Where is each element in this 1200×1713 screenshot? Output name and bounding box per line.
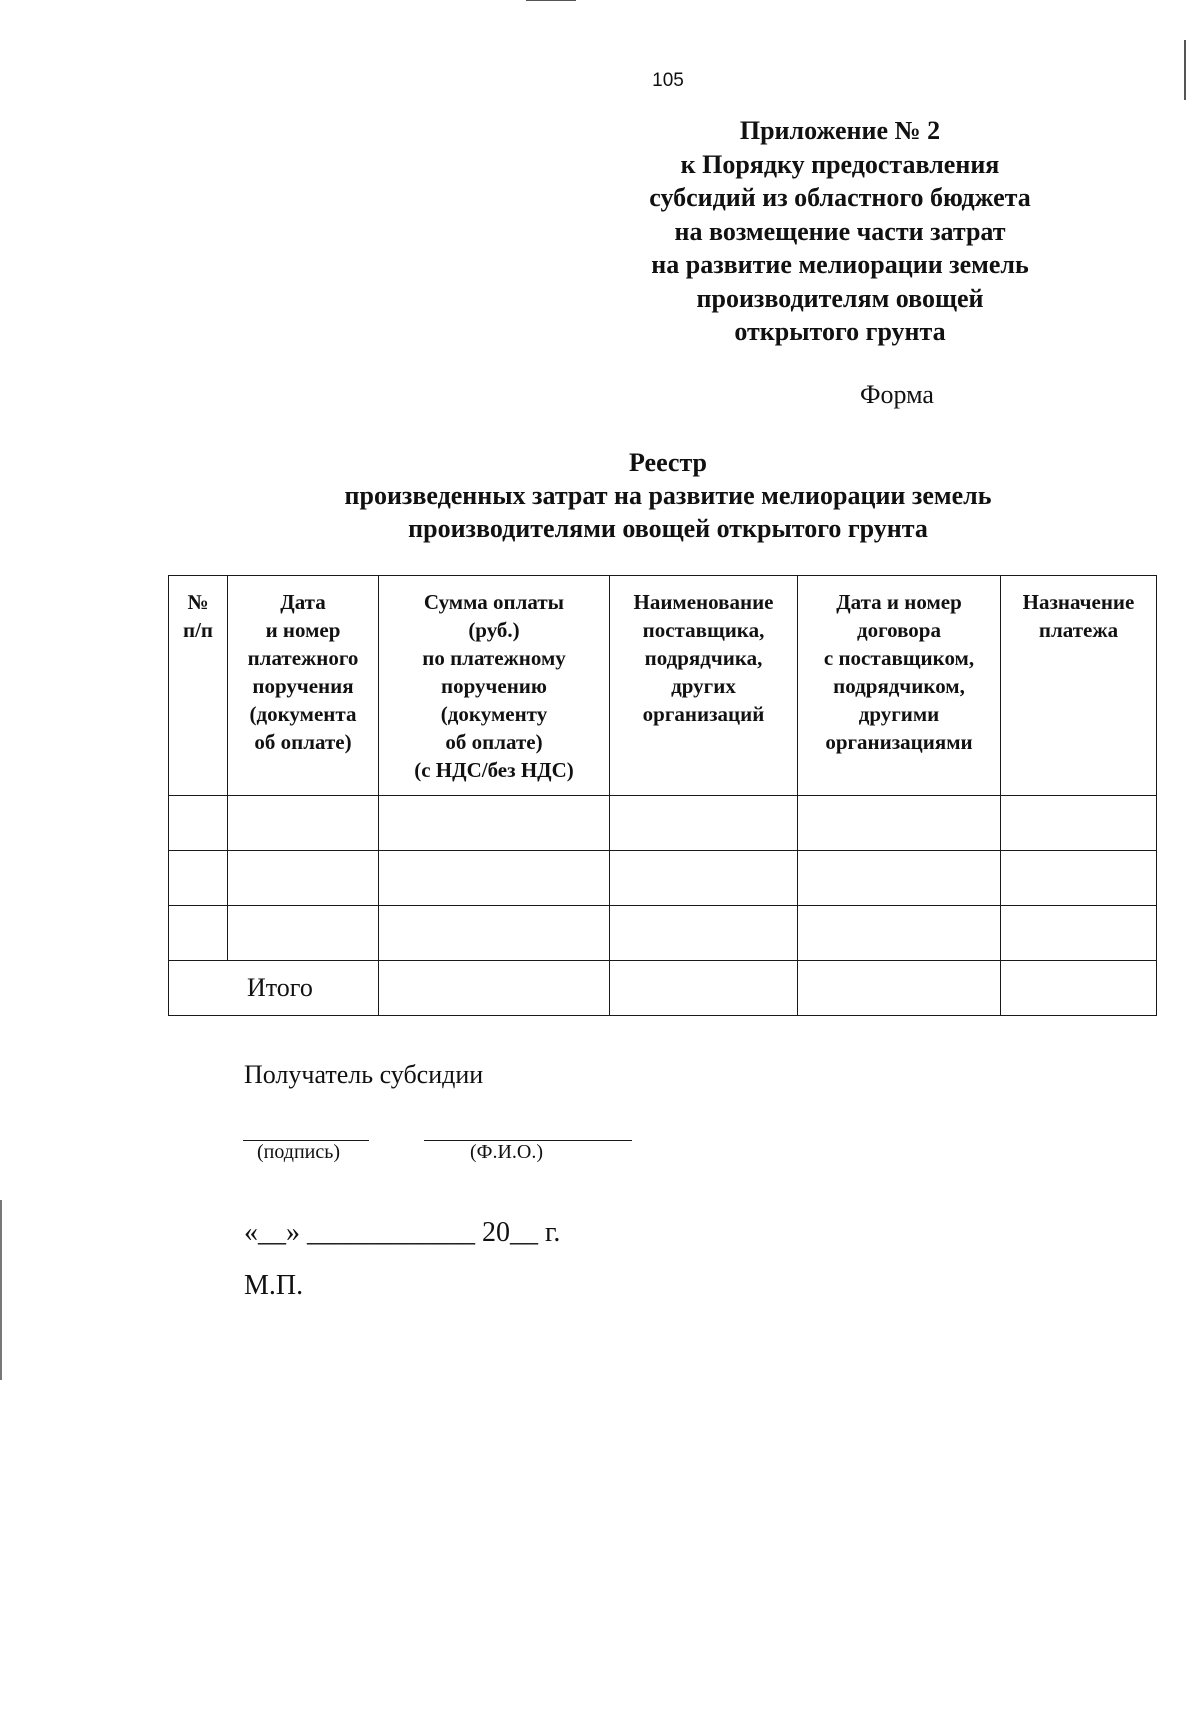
header-line: других [671, 674, 736, 698]
header-line: Сумма оплаты [423, 590, 565, 614]
table-cell [1001, 906, 1157, 961]
recipient-label: Получатель субсидии [244, 1060, 484, 1089]
appendix-line: к Порядку предоставления [680, 149, 1000, 179]
header-line: (руб.) [468, 618, 520, 642]
header-line: поручению [441, 674, 547, 698]
signature-caption: (подпись) [257, 1141, 341, 1163]
stamp-label: М.П. [244, 1270, 304, 1301]
header-line: подрядчика, [644, 646, 763, 670]
scan-edge-mark [526, 0, 576, 1]
header-line: поручения [252, 674, 354, 698]
header-line: Дата [280, 590, 326, 614]
table-cell [610, 906, 798, 961]
header-line: об оплате) [254, 730, 352, 754]
table-cell [1001, 796, 1157, 851]
table-cell [798, 851, 1001, 906]
table-cell [610, 961, 798, 1016]
table-cell [379, 851, 610, 906]
table-cell [228, 851, 379, 906]
title-line: произведенных затрат на развитие мелиорации земель [344, 481, 992, 510]
header-line: договора [857, 618, 941, 642]
header-line: поставщика, [642, 618, 765, 642]
header-line: и номер [265, 618, 341, 642]
table-cell [798, 906, 1001, 961]
table-cell [169, 906, 228, 961]
table-row [169, 851, 1157, 906]
table-cell [798, 961, 1001, 1016]
table-cell [228, 906, 379, 961]
header-line: организациями [825, 730, 973, 754]
table-cell [610, 851, 798, 906]
header-line: (с НДС/без НДС) [414, 758, 574, 782]
table-cell [1001, 961, 1157, 1016]
title-line: Реестр [628, 448, 708, 477]
table-cell [379, 796, 610, 851]
appendix-heading [640, 114, 1040, 349]
table-total-row [169, 961, 1157, 1016]
table-cell [798, 796, 1001, 851]
header-cell-payment-order [228, 576, 379, 796]
page-number: 105 [652, 70, 684, 91]
registry-table [168, 575, 1157, 1016]
header-line: с поставщиком, [823, 646, 975, 670]
header-line: платежного [247, 646, 359, 670]
header-line: № [187, 590, 209, 614]
header-line: по платежному [422, 646, 566, 670]
table-cell [228, 796, 379, 851]
table-header-row [169, 576, 1157, 796]
total-label: Итого [169, 961, 379, 1016]
appendix-line: открытого грунта [734, 317, 946, 346]
header-line: Назначение [1022, 590, 1135, 614]
table-cell [169, 796, 228, 851]
fio-caption: (Ф.И.О.) [470, 1141, 544, 1163]
form-label: Форма [860, 380, 934, 409]
table-cell [379, 906, 610, 961]
header-line: подрядчиком, [833, 674, 965, 698]
header-line: Дата и номер [836, 590, 962, 614]
date-line: «__» ____________ 20__ г. [244, 1217, 561, 1248]
header-cell-purpose [1001, 576, 1157, 796]
scan-edge-mark [0, 1200, 2, 1380]
appendix-line: Приложение № 2 [739, 116, 941, 145]
header-cell-supplier [610, 576, 798, 796]
table-cell [610, 796, 798, 851]
header-line: Наименование [633, 590, 774, 614]
header-line: организаций [642, 702, 765, 726]
header-line: платежа [1038, 618, 1119, 642]
table-cell [379, 961, 610, 1016]
table-row [169, 796, 1157, 851]
header-line: (документу [440, 702, 548, 726]
table-row [169, 906, 1157, 961]
appendix-line: на возмещение части затрат [674, 216, 1006, 246]
table-cell [169, 851, 228, 906]
registry-title [200, 446, 1136, 545]
appendix-line: субсидий из областного бюджета [649, 183, 1031, 212]
scan-edge-mark [1184, 40, 1186, 100]
header-line: об оплате) [445, 730, 543, 754]
table-cell [1001, 851, 1157, 906]
appendix-line: производителям овощей [696, 283, 984, 313]
header-cell-number [169, 576, 228, 796]
title-line: производителями овощей открытого грунта [408, 514, 928, 543]
header-line: п/п [182, 618, 214, 642]
header-line: другими [858, 702, 940, 726]
appendix-line: на развитие мелиорации земель [651, 250, 1029, 279]
header-cell-amount [379, 576, 610, 796]
header-cell-contract [798, 576, 1001, 796]
header-line: (документа [249, 702, 357, 726]
